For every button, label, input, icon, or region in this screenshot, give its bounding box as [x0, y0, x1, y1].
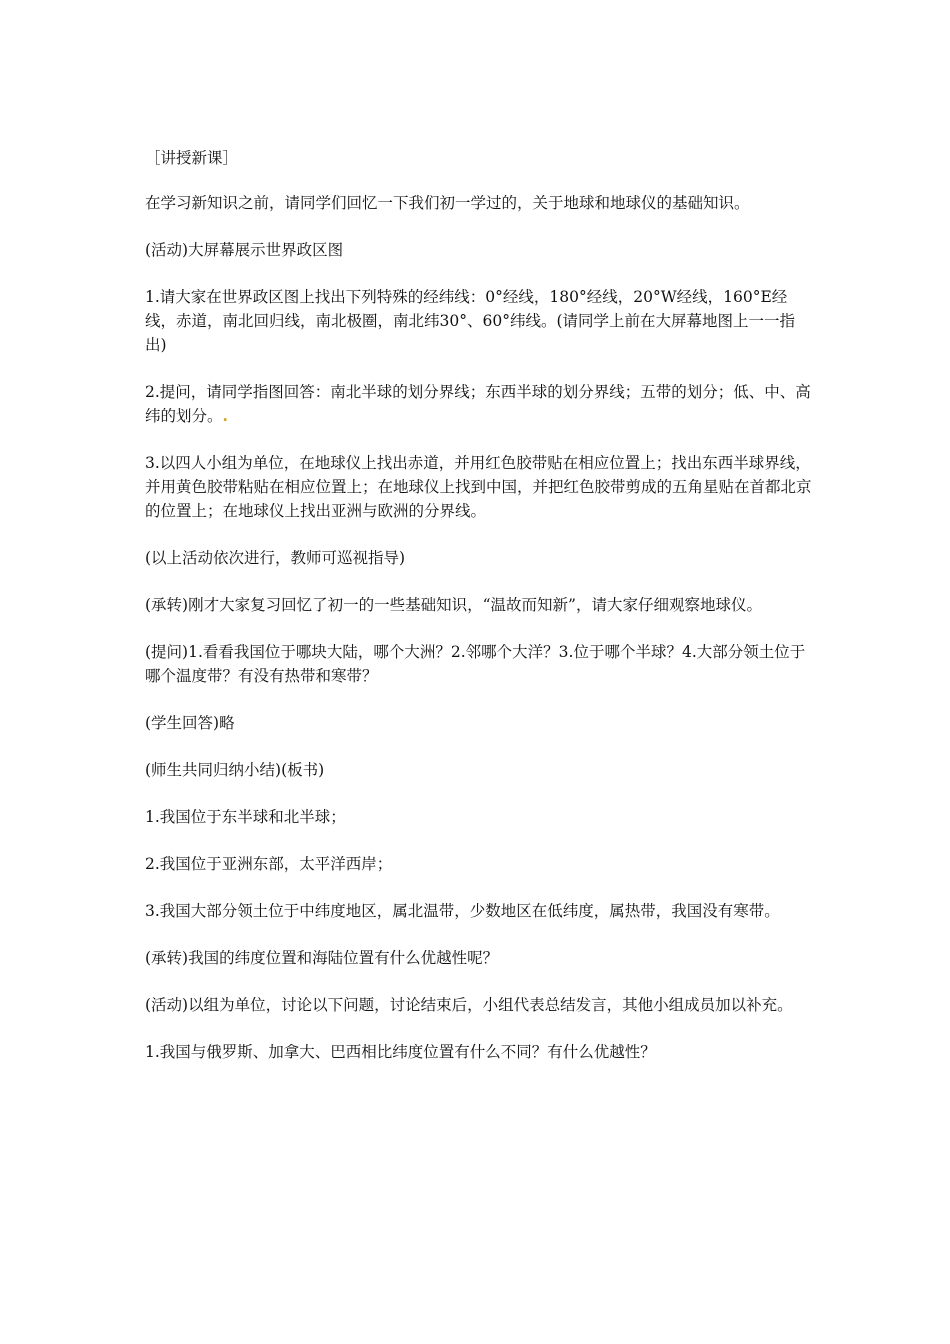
- paragraph-summary-3: 3.我国大部分领土位于中纬度地区，属北温带，少数地区在低纬度，属热带，我国没有寒带。: [145, 902, 780, 920]
- paragraph-guidance: (以上活动依次进行，教师可巡视指导): [145, 549, 406, 567]
- paragraph-discussion-q1: 1.我国与俄罗斯、加拿大、巴西相比纬度位置有什么不同？有什么优越性？: [145, 1043, 656, 1061]
- paragraph-activity-map: (活动)大屏幕展示世界政区图: [145, 241, 344, 259]
- document-body: [145, 146, 815, 1087]
- paragraph-task-3: 3.以四人小组为单位，在地球仪上找出赤道，并用红色胶带贴在相应位置上；找出东西半球界线，并用黄色胶带粘贴在相应位置上；在地球仪上找到中国，并把红色胶带剪成的五角星贴在首都北京的位置上；在地球仪上找出亚洲与欧洲的分界线。: [145, 454, 812, 520]
- paragraph-summary-2: 2.我国位于亚洲东部，太平洋西岸；: [145, 855, 393, 873]
- marker-dot: .: [222, 406, 228, 425]
- paragraph-activity-discussion: (活动)以组为单位，讨论以下问题，讨论结束后，小组代表总结发言，其他小组成员加以补充。: [145, 996, 793, 1014]
- paragraph-summary-title: (师生共同归纳小结)(板书): [145, 761, 325, 779]
- paragraph-transition-2: (承转)我国的纬度位置和海陆位置有什么优越性呢？: [145, 949, 499, 967]
- paragraph-transition-1: (承转)刚才大家复习回忆了初一的一些基础知识，“温故而知新”，请大家仔细观察地球仪。: [145, 596, 762, 614]
- paragraph-task-2: [145, 380, 815, 428]
- paragraph-intro: 在学习新知识之前，请同学们回忆一下我们初一学过的，关于地球和地球仪的基础知识。: [145, 194, 750, 212]
- paragraph-task-1: 1.请大家在世界政区图上找出下列特殊的经纬线：0°经线，180°经线，20°W经线，160°E经线，赤道，南北回归线，南北极圈，南北纬30°、60°纬线。(请同学上前在大屏幕地图上一一指出): [145, 288, 795, 354]
- section-heading: ［讲授新课］: [145, 149, 239, 167]
- paragraph-student-answer: (学生回答)略: [145, 714, 235, 732]
- paragraph-task-2-text: 2.提问，请同学指图回答：南北半球的划分界线；东西半球的划分界线；五带的划分；低、中、高纬的划分。: [145, 383, 811, 425]
- paragraph-questions: (提问)1.看看我国位于哪块大陆，哪个大洲？2.邻哪个大洋？3.位于哪个半球？4.大部分领土位于哪个温度带？有没有热带和寒带？: [145, 643, 806, 685]
- paragraph-summary-1: 1.我国位于东半球和北半球；: [145, 808, 346, 826]
